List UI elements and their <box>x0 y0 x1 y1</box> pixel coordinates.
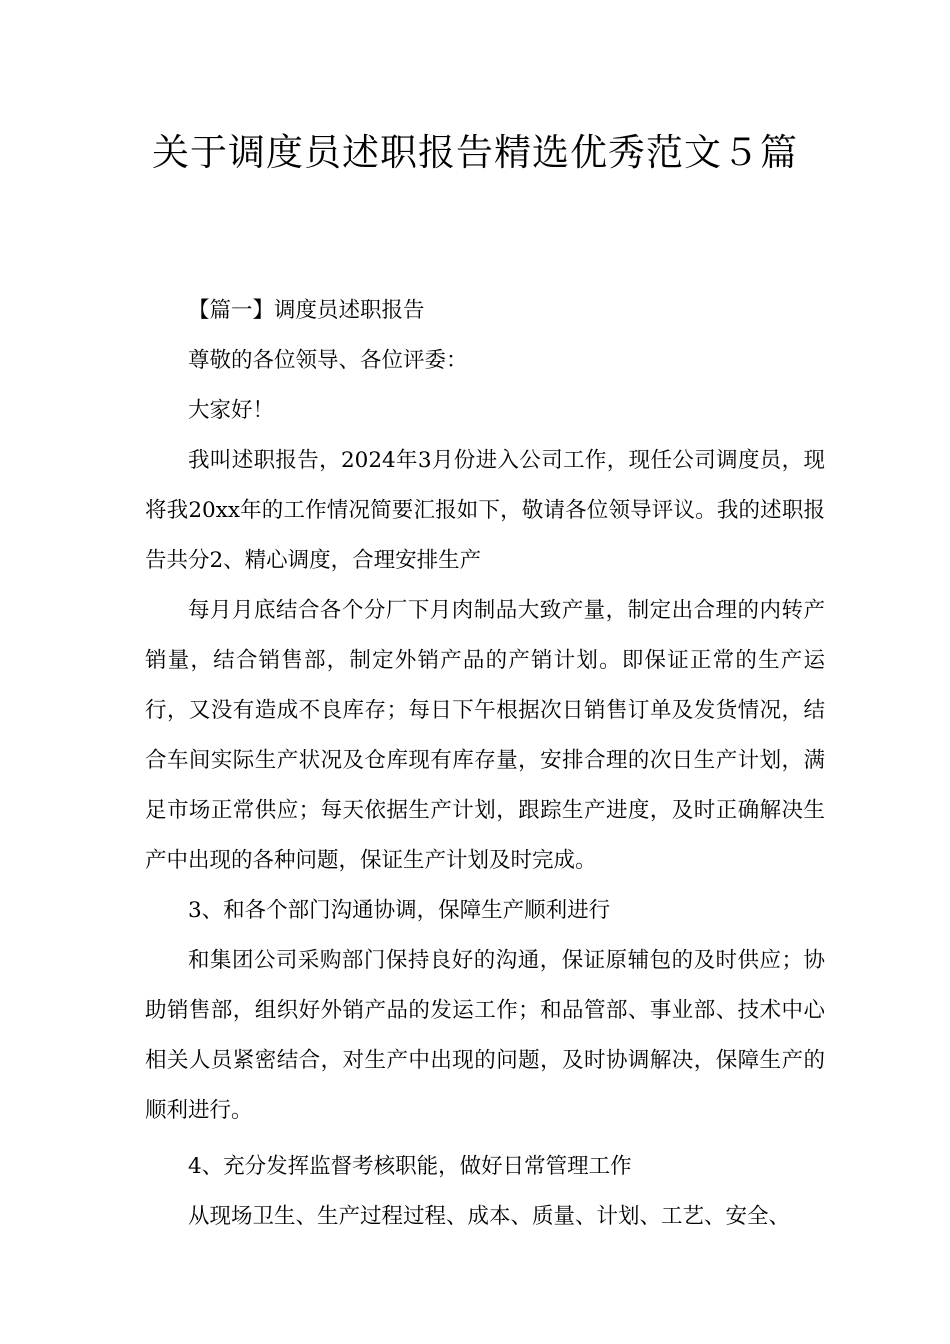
salutation: 尊敬的各位领导、各位评委： <box>188 348 468 373</box>
subheading-coordination: 3、和各个部门沟通协调，保障生产顺利进行 <box>188 898 611 923</box>
subheading-supervision: 4、充分发挥监督考核职能，做好日常管理工作 <box>188 1154 632 1179</box>
document-title: 关于调度员述职报告精选优秀范文５篇 <box>152 131 798 174</box>
supervision-paragraph: 从现场卫生、生产过程过程、成本、质量、计划、工艺、安全、 <box>188 1204 791 1229</box>
section-heading: 【篇一】调度员述职报告 <box>188 298 425 323</box>
greeting: 大家好！ <box>188 398 275 423</box>
document-body <box>145 286 825 1242</box>
coordination-paragraph: 和集团公司采购部门保持良好的沟通，保证原辅包的及时供应；协助销售部，组织好外销产品的发运工作；和品管部、事业部、技术中心相关人员紧密结合，对生产中出现的问题，及时协调解决，保障生产的顺利进行。 <box>145 948 825 1123</box>
intro-paragraph: 我叫述职报告，2024年3月份进入公司工作，现任公司调度员，现将我20xx年的工作情况简要汇报如下，敬请各位领导评议。我的述职报告共分2、精心调度，合理安排生产 <box>145 448 825 573</box>
scheduling-paragraph: 每月月底结合各个分厂下月肉制品大致产量，制定出合理的内转产销量，结合销售部，制定外销产品的产销计划。即保证正常的生产运行，又没有造成不良库存；每日下午根据次日销售订单及发货情况，结合车间实际生产状况及仓库现有库存量，安排合理的次日生产计划，满足市场正常供应；每天依据生产计划，跟踪生产进度，及时正确解决生产中出现的各种问题，保证生产计划及时完成。 <box>145 598 825 873</box>
